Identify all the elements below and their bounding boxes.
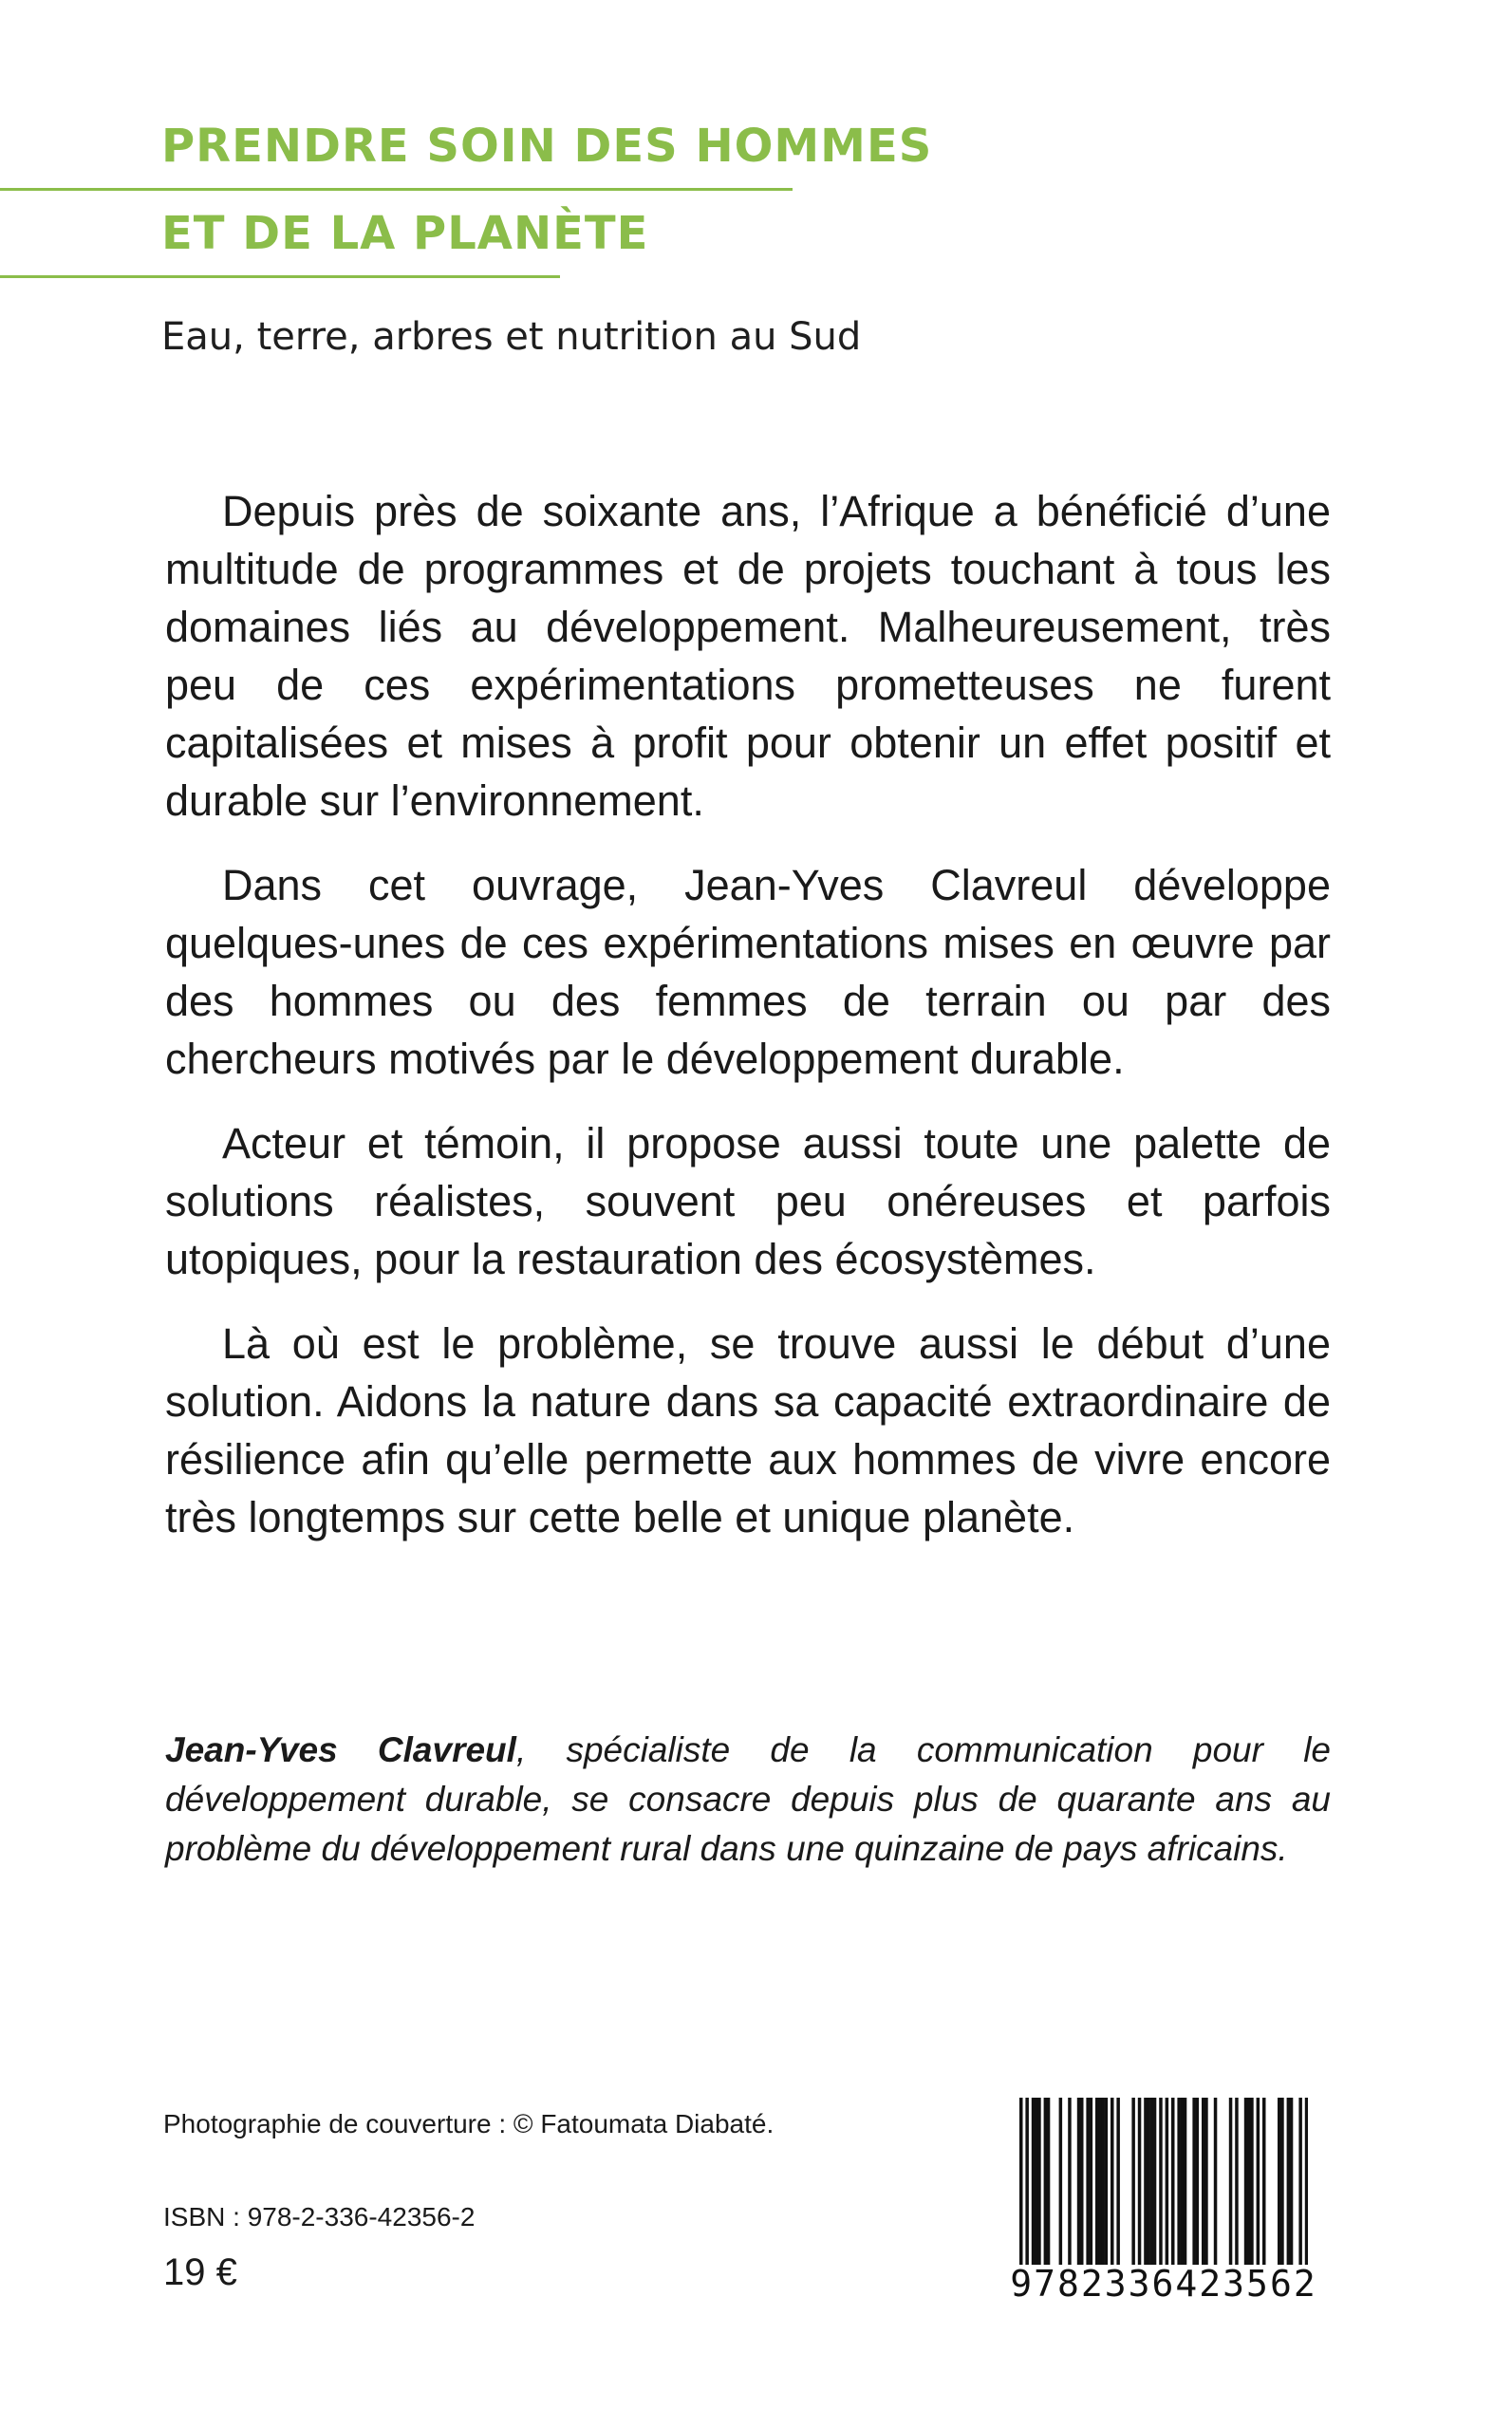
barcode-bar bbox=[1184, 2098, 1187, 2265]
barcode-bar bbox=[1025, 2098, 1029, 2265]
barcode-bars bbox=[1019, 2098, 1308, 2265]
barcode-bar bbox=[1131, 2098, 1135, 2265]
price: 19 € bbox=[163, 2251, 237, 2293]
barcode-bar bbox=[1068, 2098, 1072, 2265]
barcode-bar bbox=[1262, 2098, 1266, 2265]
barcode-bar bbox=[1290, 2098, 1294, 2265]
photo-credit: Photographie de couverture : © Fatoumata Diabaté. bbox=[163, 2109, 775, 2138]
barcode-bar bbox=[1257, 2098, 1260, 2265]
barcode-bar bbox=[1280, 2098, 1284, 2265]
barcode-bar bbox=[1098, 2098, 1102, 2265]
author-name: Jean-Yves Clavreul bbox=[165, 1730, 516, 1769]
barcode-bar bbox=[1101, 2098, 1105, 2265]
barcode-bar bbox=[1196, 2098, 1200, 2265]
barcode-bar bbox=[1150, 2098, 1154, 2265]
barcode-bar bbox=[1044, 2098, 1048, 2265]
barcode-bar bbox=[1287, 2098, 1291, 2265]
barcode-bar bbox=[1147, 2098, 1150, 2265]
barcode-bar bbox=[1278, 2098, 1281, 2265]
author-bio bbox=[165, 1726, 1331, 1874]
barcode-bar bbox=[1244, 2098, 1248, 2265]
barcode-bar bbox=[1077, 2098, 1081, 2265]
blurb-paragraph-3: Acteur et témoin, il propose aussi toute une palette de solutions réalistes, souvent peu onéreuses et parfois utopiques, pour la restauration des écosystèmes. bbox=[165, 1119, 1331, 1283]
barcode-bar bbox=[1204, 2098, 1208, 2265]
barcode-bar bbox=[1019, 2098, 1023, 2265]
blurb bbox=[165, 482, 1331, 1573]
blurb-paragraph-4: Là où est le problème, se trouve aussi le début d’une solution. Aidons la nature dans sa capacité extraordinaire de résilience afin qu’elle permette aux hommes de vivre encore très longtemps sur cette belle et unique planète. bbox=[165, 1319, 1331, 1541]
author-bio-text: , spécialiste de la communication pour le développement durable, se consacre depuis plus de quarante ans au problème du développement rural dans une quinzaine de pays africains. bbox=[165, 1730, 1331, 1868]
barcode-digits: 9782336423562 bbox=[1010, 2263, 1317, 2305]
barcode-bar bbox=[1177, 2098, 1181, 2265]
barcode-bar bbox=[1095, 2098, 1099, 2265]
barcode-bar bbox=[1116, 2098, 1120, 2265]
barcode-bar bbox=[1181, 2098, 1185, 2265]
title-rule-1 bbox=[0, 188, 793, 191]
barcode-bar bbox=[1037, 2098, 1041, 2265]
barcode-bar bbox=[1298, 2098, 1302, 2265]
barcode-bar bbox=[1159, 2098, 1163, 2265]
barcode-bar bbox=[1192, 2098, 1196, 2265]
barcode-bar bbox=[1171, 2098, 1175, 2265]
barcode-bar bbox=[1202, 2098, 1205, 2265]
barcode-bar bbox=[1086, 2098, 1090, 2265]
barcode-bar bbox=[1035, 2098, 1038, 2265]
barcode-bar bbox=[1229, 2098, 1233, 2265]
barcode-bar bbox=[1247, 2098, 1251, 2265]
subtitle: Eau, terre, arbres et nutrition au Sud bbox=[161, 315, 862, 359]
barcode-bar bbox=[1138, 2098, 1142, 2265]
blurb-paragraph-1: Depuis près de soixante ans, l’Afrique a bénéficié d’une multitude de programmes et de projets touchant à tous les domaines liés au développement. Malheureusement, très peu de ces expérimentations prometteuses ne furent capitalisées et mises à profit pour obtenir un effet positif et durable sur l’environnement. bbox=[165, 487, 1331, 825]
title-line-2: ET DE LA PLANÈTE bbox=[161, 207, 649, 260]
barcode-bar bbox=[1105, 2098, 1109, 2265]
isbn: ISBN : 978-2-336-42356-2 bbox=[163, 2202, 476, 2232]
barcode-bar bbox=[1153, 2098, 1157, 2265]
barcode bbox=[993, 2086, 1335, 2312]
barcode-bar bbox=[1305, 2098, 1308, 2265]
barcode-bar bbox=[1080, 2098, 1084, 2265]
barcode-bar bbox=[1059, 2098, 1063, 2265]
barcode-bar bbox=[1111, 2098, 1114, 2265]
barcode-bar bbox=[1250, 2098, 1254, 2265]
barcode-bar bbox=[1032, 2098, 1036, 2265]
barcode-bar bbox=[1235, 2098, 1239, 2265]
barcode-bar bbox=[1214, 2098, 1218, 2265]
barcode-bar bbox=[1144, 2098, 1148, 2265]
barcode-bar bbox=[1090, 2098, 1093, 2265]
barcode-bar bbox=[1166, 2098, 1169, 2265]
barcode-bar bbox=[1047, 2098, 1051, 2265]
blurb-paragraph-2: Dans cet ouvrage, Jean-Yves Clavreul développe quelques-unes de ces expérimentations mises en œuvre par des hommes ou des femmes de terrain ou par des chercheurs motivés par le développement durable. bbox=[165, 861, 1331, 1083]
title-rule-2 bbox=[0, 275, 560, 278]
title-line-1: PRENDRE SOIN DES HOMMES bbox=[161, 120, 933, 173]
